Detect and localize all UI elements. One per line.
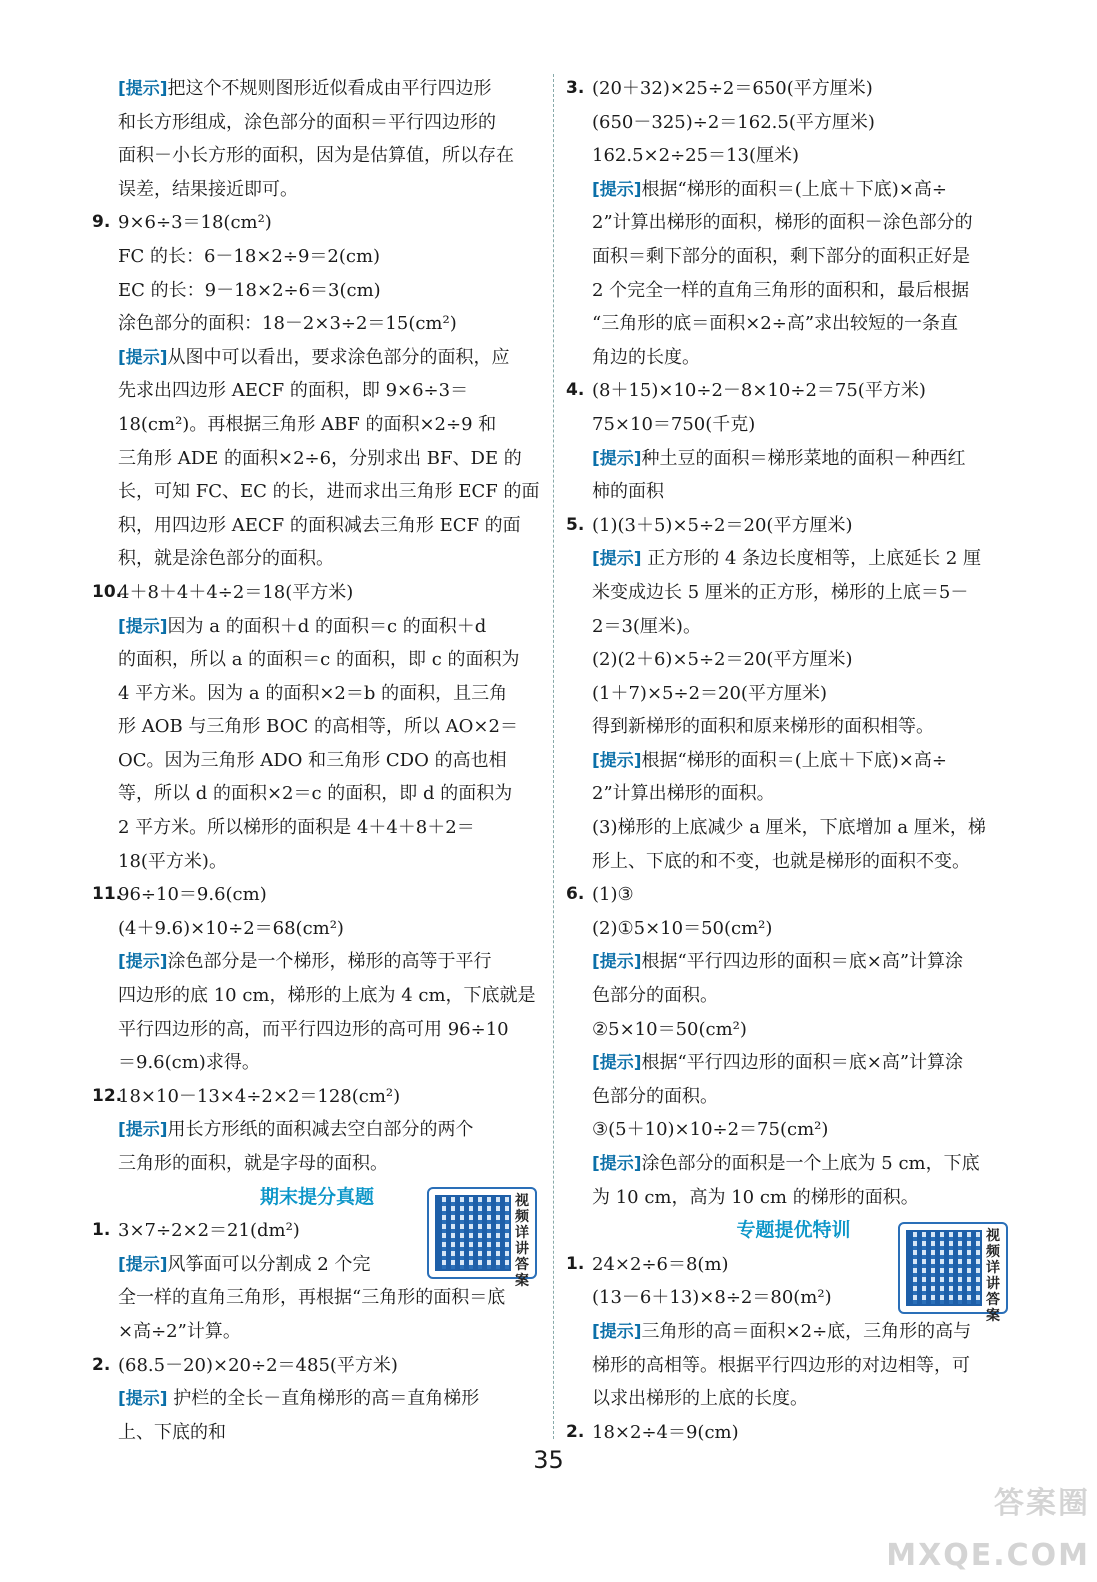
item-number: 1. <box>566 1253 585 1274</box>
answer-item <box>566 1416 1021 1450</box>
answer-line <box>566 945 1021 979</box>
hint-label: [提示] <box>118 79 168 99</box>
line-text: 2”计算出梯形的面积。 <box>592 783 775 805</box>
line-text: 为 10 cm，高为 10 cm 的梯形的面积。 <box>592 1186 919 1208</box>
answer-line <box>92 643 542 677</box>
section-title: 期末提分真题 <box>259 1185 374 1208</box>
hint-label: [提示] <box>592 750 642 771</box>
line-text: (4＋9.6)×10÷2＝68(cm²) <box>118 917 344 939</box>
line-text: 把这个不规则图形近似看成由平行四边形 <box>167 78 492 99</box>
answer-line <box>566 1046 1021 1080</box>
qr-code-icon <box>906 1230 982 1306</box>
hint-label: [提示] <box>118 1389 168 1410</box>
answer-line <box>92 442 542 476</box>
answer-line <box>566 206 1021 240</box>
line-text: 4＋8＋4＋4÷2＝18(平方米) <box>118 581 354 603</box>
line-text: 涂色部分的面积是一个上底为 5 cm，下底 <box>641 1153 980 1174</box>
item-number: 12. <box>92 1085 123 1106</box>
line-text: 75×10＝750(千克) <box>592 413 756 435</box>
hint-label: [提示] <box>592 1053 642 1074</box>
answer-line <box>92 744 542 778</box>
line-text: 2 个完全一样的直角三角形的面积和，最后根据 <box>592 279 970 301</box>
answer-line <box>92 72 542 106</box>
answer-line <box>92 408 542 442</box>
answer-line <box>92 341 542 375</box>
line-text: 和长方形组成，涂色部分的面积＝平行四边形的 <box>118 111 496 133</box>
line-text: 积，用四边形 AECF 的面积减去三角形 ECF 的面 <box>118 514 521 536</box>
line-text: 三角形的面积，就是字母的面积。 <box>118 1153 388 1174</box>
line-text: 米变成边长 5 厘米的正方形，梯形的上底＝5－ <box>592 581 969 603</box>
answer-line <box>566 576 1021 610</box>
hint-label: [提示] <box>118 347 168 368</box>
answer-line <box>566 1147 1021 1181</box>
section-title: 专题提优特训 <box>736 1219 851 1242</box>
answer-line <box>566 341 1021 375</box>
answer-line <box>92 1315 542 1349</box>
answer-line <box>566 139 1021 173</box>
answer-line <box>92 945 542 979</box>
answer-line <box>92 912 542 946</box>
answer-line <box>566 240 1021 274</box>
line-text: 形 AOB 与三角形 BOC 的高相等，所以 AO×2＝ <box>118 716 518 738</box>
answer-item <box>92 206 542 240</box>
answer-line <box>566 307 1021 341</box>
line-text: 从图中可以看出，要求涂色部分的面积，应 <box>167 346 510 368</box>
line-text: 18(cm²)。再根据三角形 ABF 的面积×2÷9 和 <box>118 413 497 435</box>
item-number: 1. <box>92 1220 111 1241</box>
line-text: (68.5－20)×20÷2＝485(平方米) <box>118 1354 398 1376</box>
answer-line <box>566 542 1021 576</box>
qr-code-left[interactable] <box>427 1187 537 1289</box>
page-number: 35 <box>533 1446 564 1474</box>
line-text: (2)(2＋6)×5÷2＝20(平方厘米) <box>592 649 853 671</box>
answer-line <box>92 710 542 744</box>
item-number: 6. <box>566 884 585 905</box>
answer-line <box>566 1315 1021 1349</box>
line-text: 护栏的全长－直角梯形的高＝直角梯形 <box>167 1388 480 1410</box>
answer-line <box>566 610 1021 644</box>
line-text: 根据“平行四边形的面积＝底×高”计算涂 <box>641 1052 964 1074</box>
answer-line <box>566 408 1021 442</box>
answer-line <box>566 777 1021 811</box>
answer-line <box>92 677 542 711</box>
line-text: ②5×10＝50(cm²) <box>592 1018 747 1040</box>
answer-line <box>92 240 542 274</box>
line-text: 根据“平行四边形的面积＝底×高”计算涂 <box>641 951 964 973</box>
answer-line <box>566 274 1021 308</box>
line-text: 面积－小长方形的面积，因为是估算值，所以存在 <box>118 145 514 167</box>
hint-label: [提示] <box>592 448 642 469</box>
line-text: 色部分的面积。 <box>592 985 718 1007</box>
line-text: ＝9.6(cm)求得。 <box>118 1052 260 1074</box>
item-number: 2. <box>92 1354 111 1375</box>
line-text: 正方形的 4 条边长度相等，上底延长 2 厘 <box>641 548 982 570</box>
answer-line <box>92 173 542 207</box>
line-text: 长，可知 FC、EC 的长，进而求出三角形 ECF 的面 <box>118 481 540 503</box>
answer-item <box>566 374 1021 408</box>
answer-line <box>92 274 542 308</box>
line-text: 面积＝剩下部分的面积，剩下部分的面积正好是 <box>592 245 970 267</box>
line-text: 的面积，所以 a 的面积＝c 的面积，即 c 的面积为 <box>118 649 520 671</box>
answer-item <box>92 1349 542 1383</box>
item-number: 11. <box>92 884 123 905</box>
line-text: OC。因为三角形 ADO 和三角形 CDO 的高也相 <box>118 749 507 771</box>
line-text: 4 平方米。因为 a 的面积×2＝b 的面积，且三角 <box>118 682 508 704</box>
answer-line <box>566 1113 1021 1147</box>
answer-line <box>92 777 542 811</box>
line-text: 涂色部分的面积：18－2×3÷2＝15(cm²) <box>118 313 457 335</box>
item-number: 9. <box>92 212 111 233</box>
watermark: 答案圈 MXQE.COM <box>886 1486 1090 1573</box>
line-text: 风筝面可以分割成 2 个完 <box>167 1253 371 1275</box>
line-text: 2”计算出梯形的面积，梯形的面积－涂色部分的 <box>592 212 973 234</box>
line-text: 9×6÷3＝18(cm²) <box>118 212 272 234</box>
item-number: 10. <box>92 581 123 602</box>
line-text: 积，就是涂色部分的面积。 <box>118 548 334 570</box>
line-text: (1)③ <box>592 884 634 906</box>
answer-line <box>92 1113 542 1147</box>
line-text: 全一样的直角三角形，再根据“三角形的面积＝底 <box>118 1287 506 1309</box>
line-text: 18×10－13×4÷2×2＝128(cm²) <box>118 1085 401 1107</box>
line-text: 梯形的高相等。根据平行四边形的对边相等，可 <box>592 1354 970 1376</box>
line-text: “三角形的底＝面积×2÷高”求出较短的一条直 <box>592 313 959 335</box>
answer-item <box>566 509 1021 543</box>
line-text: 因为 a 的面积＋d 的面积＝c 的面积＋d <box>167 615 487 637</box>
line-text: 3×7÷2×2＝21(dm²) <box>118 1220 300 1242</box>
line-text: 上、下底的和 <box>118 1421 226 1443</box>
line-text: 162.5×2÷25＝13(厘米) <box>592 145 799 167</box>
answer-line <box>92 1013 542 1047</box>
answer-line <box>566 173 1021 207</box>
line-text: 平行四边形的高，而平行四边形的高可用 96÷10 <box>118 1018 509 1040</box>
answer-line <box>566 106 1021 140</box>
answer-line <box>566 912 1021 946</box>
answer-line <box>566 442 1021 476</box>
answer-line <box>566 1080 1021 1114</box>
answer-line <box>92 139 542 173</box>
item-number: 3. <box>566 78 585 98</box>
line-text: (650－325)÷2＝162.5(平方厘米) <box>592 111 875 133</box>
line-text: (1)(3＋5)×5÷2＝20(平方厘米) <box>592 514 853 536</box>
qr-code-right[interactable] <box>898 1222 1008 1324</box>
hint-label: [提示] <box>118 1120 168 1141</box>
line-text: 2 平方米。所以梯形的面积是 4＋4＋8＋2＝ <box>118 817 475 839</box>
line-text: 涂色部分是一个梯形，梯形的高等于平行 <box>167 951 492 973</box>
answer-line <box>92 979 542 1013</box>
line-text: 用长方形纸的面积减去空白部分的两个 <box>167 1119 474 1141</box>
line-text: 18(平方米)。 <box>118 850 227 872</box>
line-text: 以求出梯形的上底的长度。 <box>592 1388 808 1410</box>
answer-item <box>92 878 542 912</box>
hint-label: [提示] <box>592 179 642 200</box>
answer-line <box>566 677 1021 711</box>
qr-label: 视频详讲答案 <box>986 1228 1000 1324</box>
answer-line <box>566 811 1021 845</box>
answer-line <box>92 610 542 644</box>
item-number: 4. <box>566 380 585 401</box>
answer-line <box>92 475 542 509</box>
answer-item <box>92 576 542 610</box>
hint-label: [提示] <box>592 549 642 570</box>
answer-line <box>566 1349 1021 1383</box>
line-text: 得到新梯形的面积和原来梯形的面积相等。 <box>592 716 934 738</box>
line-text: 先求出四边形 AECF 的面积，即 9×6÷3＝ <box>118 380 469 402</box>
qr-code-icon <box>435 1195 511 1271</box>
answer-line <box>92 1147 542 1181</box>
line-text: 24×2÷6＝8(m) <box>592 1253 729 1275</box>
line-text: (13－6＋13)×8÷2＝80(m²) <box>592 1287 832 1309</box>
answer-line <box>92 307 542 341</box>
line-text: 种土豆的面积＝梯形菜地的面积－种西红 <box>641 447 966 469</box>
hint-label: [提示] <box>118 1254 168 1275</box>
answer-line <box>566 1181 1021 1215</box>
line-text: EC 的长：9－18×2÷6＝3(cm) <box>118 279 381 301</box>
answer-line <box>566 1382 1021 1416</box>
line-text: 根据“梯形的面积＝(上底＋下底)×高÷ <box>641 178 947 200</box>
item-number: 2. <box>566 1421 585 1442</box>
hint-label: [提示] <box>118 952 168 973</box>
answer-line <box>566 845 1021 879</box>
line-text: (20＋32)×25÷2＝650(平方厘米) <box>592 78 873 99</box>
line-text: 角边的长度。 <box>592 346 700 368</box>
line-text: FC 的长：6－18×2÷9＝2(cm) <box>118 245 381 267</box>
answer-line <box>92 106 542 140</box>
answer-line <box>92 1416 542 1450</box>
line-text: 18×2÷4＝9(cm) <box>592 1421 739 1443</box>
answer-line <box>92 1046 542 1080</box>
qr-label: 视频详讲答案 <box>515 1193 529 1289</box>
answer-line <box>566 1013 1021 1047</box>
line-text: ×高÷2”计算。 <box>118 1320 241 1342</box>
line-text: 96÷10＝9.6(cm) <box>118 884 267 906</box>
item-number: 5. <box>566 514 585 535</box>
answer-line <box>566 979 1021 1013</box>
line-text: 形上、下底的和不变，也就是梯形的面积不变。 <box>592 850 970 872</box>
answer-line <box>566 643 1021 677</box>
line-text: 误差，结果接近即可。 <box>118 178 298 200</box>
answer-item <box>566 72 1021 106</box>
line-text: 三角形的高＝面积×2÷底，三角形的高与 <box>641 1320 972 1342</box>
answer-line <box>566 710 1021 744</box>
answer-item <box>566 878 1021 912</box>
answer-line <box>92 1281 542 1315</box>
hint-label: [提示] <box>592 1154 642 1174</box>
answer-line <box>92 845 542 879</box>
line-text: 色部分的面积。 <box>592 1085 718 1107</box>
line-text: 柿的面积 <box>592 481 664 503</box>
line-text: (1＋7)×5÷2＝20(平方厘米) <box>592 682 827 704</box>
hint-label: [提示] <box>118 616 168 637</box>
answer-line <box>566 744 1021 778</box>
line-text: 根据“梯形的面积＝(上底＋下底)×高÷ <box>641 749 947 771</box>
line-text: 三角形 ADE 的面积×2÷6，分别求出 BF、DE 的 <box>118 447 522 469</box>
answer-line <box>92 542 542 576</box>
hint-label: [提示] <box>592 1321 642 1342</box>
answer-line <box>92 1382 542 1416</box>
hint-label: [提示] <box>592 952 642 973</box>
answer-line <box>92 509 542 543</box>
answer-item <box>92 1080 542 1114</box>
line-text: (3)梯形的上底减少 a 厘米，下底增加 a 厘米，梯 <box>592 817 986 839</box>
line-text: 2＝3(厘米)。 <box>592 615 701 637</box>
column-divider <box>553 74 554 1439</box>
line-text: 四边形的底 10 cm，梯形的上底为 4 cm，下底就是 <box>118 985 536 1007</box>
answer-line <box>566 475 1021 509</box>
answer-line <box>92 811 542 845</box>
line-text: (8＋15)×10÷2－8×10÷2＝75(平方米) <box>592 380 926 402</box>
line-text: 等，所以 d 的面积×2＝c 的面积，即 d 的面积为 <box>118 783 513 805</box>
answer-line <box>92 374 542 408</box>
line-text: (2)①5×10＝50(cm²) <box>592 917 773 939</box>
line-text: ③(5＋10)×10÷2＝75(cm²) <box>592 1119 829 1141</box>
